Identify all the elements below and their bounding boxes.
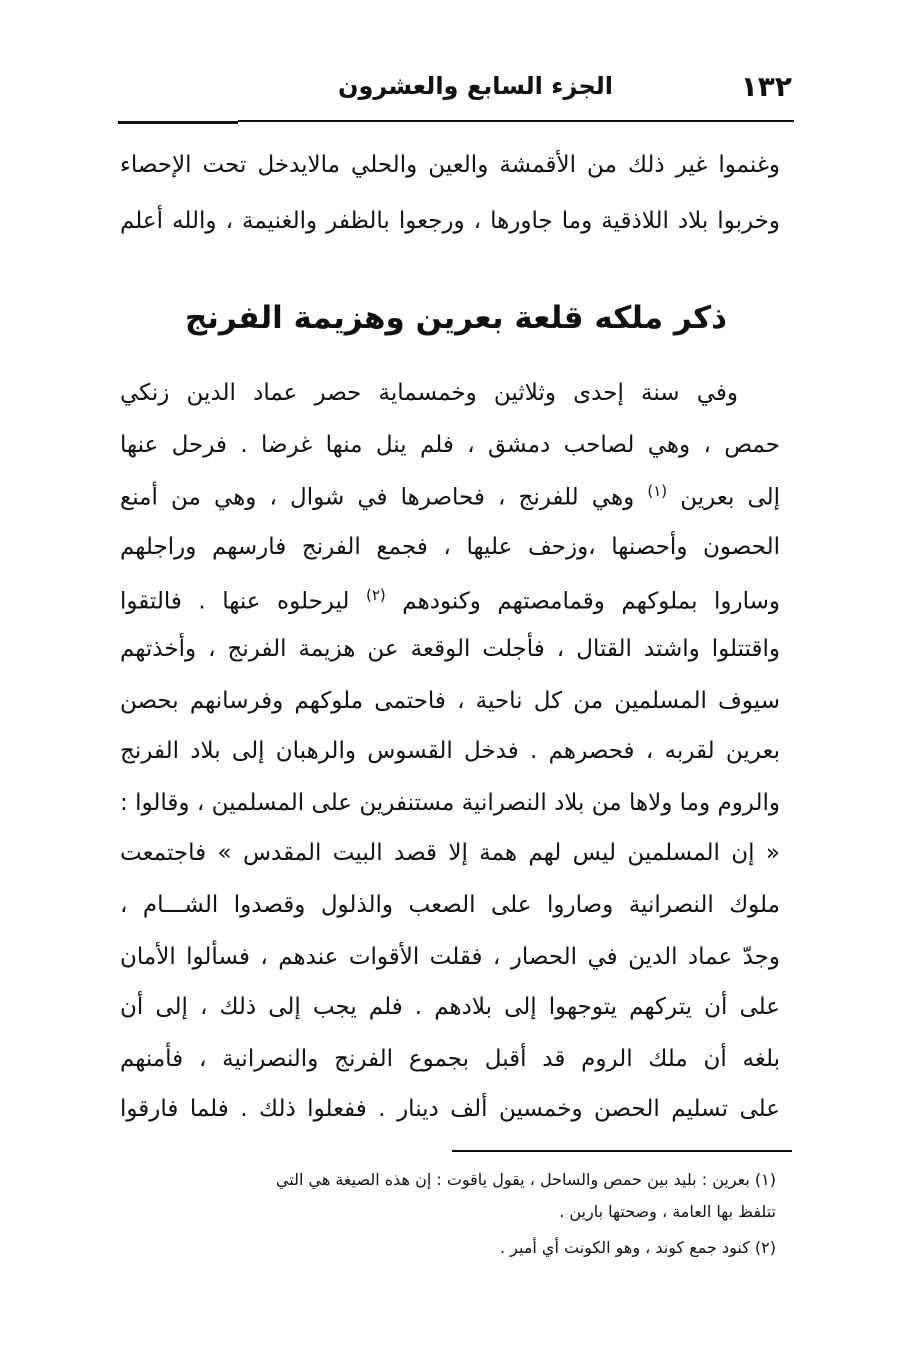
body-line: على تسليم الحصن وخمسين ألف دينار . ففعلوا ذلك . فلما فارقوا bbox=[120, 1096, 780, 1122]
body-line-with-footnote bbox=[120, 586, 780, 616]
body-line: « إن المسلمين ليس لهم همة إلا قصد البيت المقدس » فاجتمعت bbox=[120, 840, 780, 866]
page-number: ١٣٢ bbox=[740, 70, 792, 103]
body-line: واقتتلوا واشتد القتال ، فأجلت الوقعة عن هزيمة الفرنج ، وأخذتهم bbox=[120, 636, 780, 662]
body-text: وهي للفرنج ، فحاصرها في شوال ، وهي من أمنع bbox=[120, 484, 635, 511]
body-line: بلغه أن ملك الروم قد أقبل بجموع الفرنج والنصرانية ، فأمنهم bbox=[120, 1046, 780, 1072]
footnote: (١) بعرين : بليد بين حمص والساحل ، يقول ياقوت : إن هذه الصيغة هي التي bbox=[275, 1170, 776, 1189]
footnote-marker: (١) bbox=[647, 482, 668, 500]
body-line: وجدّ عماد الدين في الحصار ، فقلت الأقوات عندهم ، فسألوا الأمان bbox=[120, 944, 780, 970]
body-text: ليرحلوه عنها . فالتقوا bbox=[120, 588, 350, 615]
footnote-continuation: تتلفظ بها العامة ، وصحتها بارين . bbox=[559, 1202, 776, 1221]
body-line: ملوك النصرانية وصاروا على الصعب والذلول وقصدوا الشـــام ، bbox=[120, 892, 780, 918]
body-line: الحصون وأحصنها ،وزحف عليها ، فجمع الفرنج فارسهم وراجلهم bbox=[120, 534, 780, 560]
body-text: وساروا بملوكهم وقمامصتهم وكنودهم bbox=[402, 588, 780, 615]
intro-line: وغنموا غير ذلك من الأقمشة والعين والحلي مالايدخل تحت الإحصاء bbox=[120, 152, 780, 178]
body-line: والروم وما ولاها من بلاد النصرانية مستنفرين على المسلمين ، وقالوا : bbox=[120, 790, 780, 816]
section-heading: ذكر ملكه قلعة بعرين وهزيمة الفرنج bbox=[184, 300, 728, 336]
intro-line: وخربوا بلاد اللاذقية وما جاورها ، ورجعوا بالظفر والغنيمة ، والله أعلم bbox=[120, 208, 780, 234]
body-line: حمص ، وهي لصاحب دمشق ، فلم ينل منها غرضا . فرحل عنها bbox=[120, 432, 780, 458]
footnote-rule bbox=[452, 1150, 792, 1152]
footnote: (٢) كنود جمع كوند ، وهو الكونت أي أمير . bbox=[500, 1238, 776, 1257]
running-title: الجزء السابع والعشرون bbox=[338, 72, 613, 100]
footnote-marker: (٢) bbox=[365, 586, 386, 604]
body-line: وفي سنة إحدى وثلاثين وخمسماية حصر عماد الدين زنكي bbox=[120, 380, 738, 406]
body-line: سيوف المسلمين من كل ناحية ، فاحتمى ملوكهم وفرسانهم بحصن bbox=[120, 688, 780, 714]
running-head bbox=[120, 70, 792, 110]
header-rule bbox=[238, 120, 794, 122]
body-line-with-footnote bbox=[120, 482, 780, 512]
body-line: على أن يتركهم يتوجهوا إلى بلادهم . فلم يجب إلى ذلك ، إلى أن bbox=[120, 994, 780, 1020]
header-rule-thick bbox=[118, 121, 238, 124]
body-line: بعرين لقربه ، فحصرهم . فدخل القسوس والرهبان إلى بلاد الفرنج bbox=[120, 738, 780, 764]
body-text: إلى بعرين bbox=[680, 484, 781, 511]
